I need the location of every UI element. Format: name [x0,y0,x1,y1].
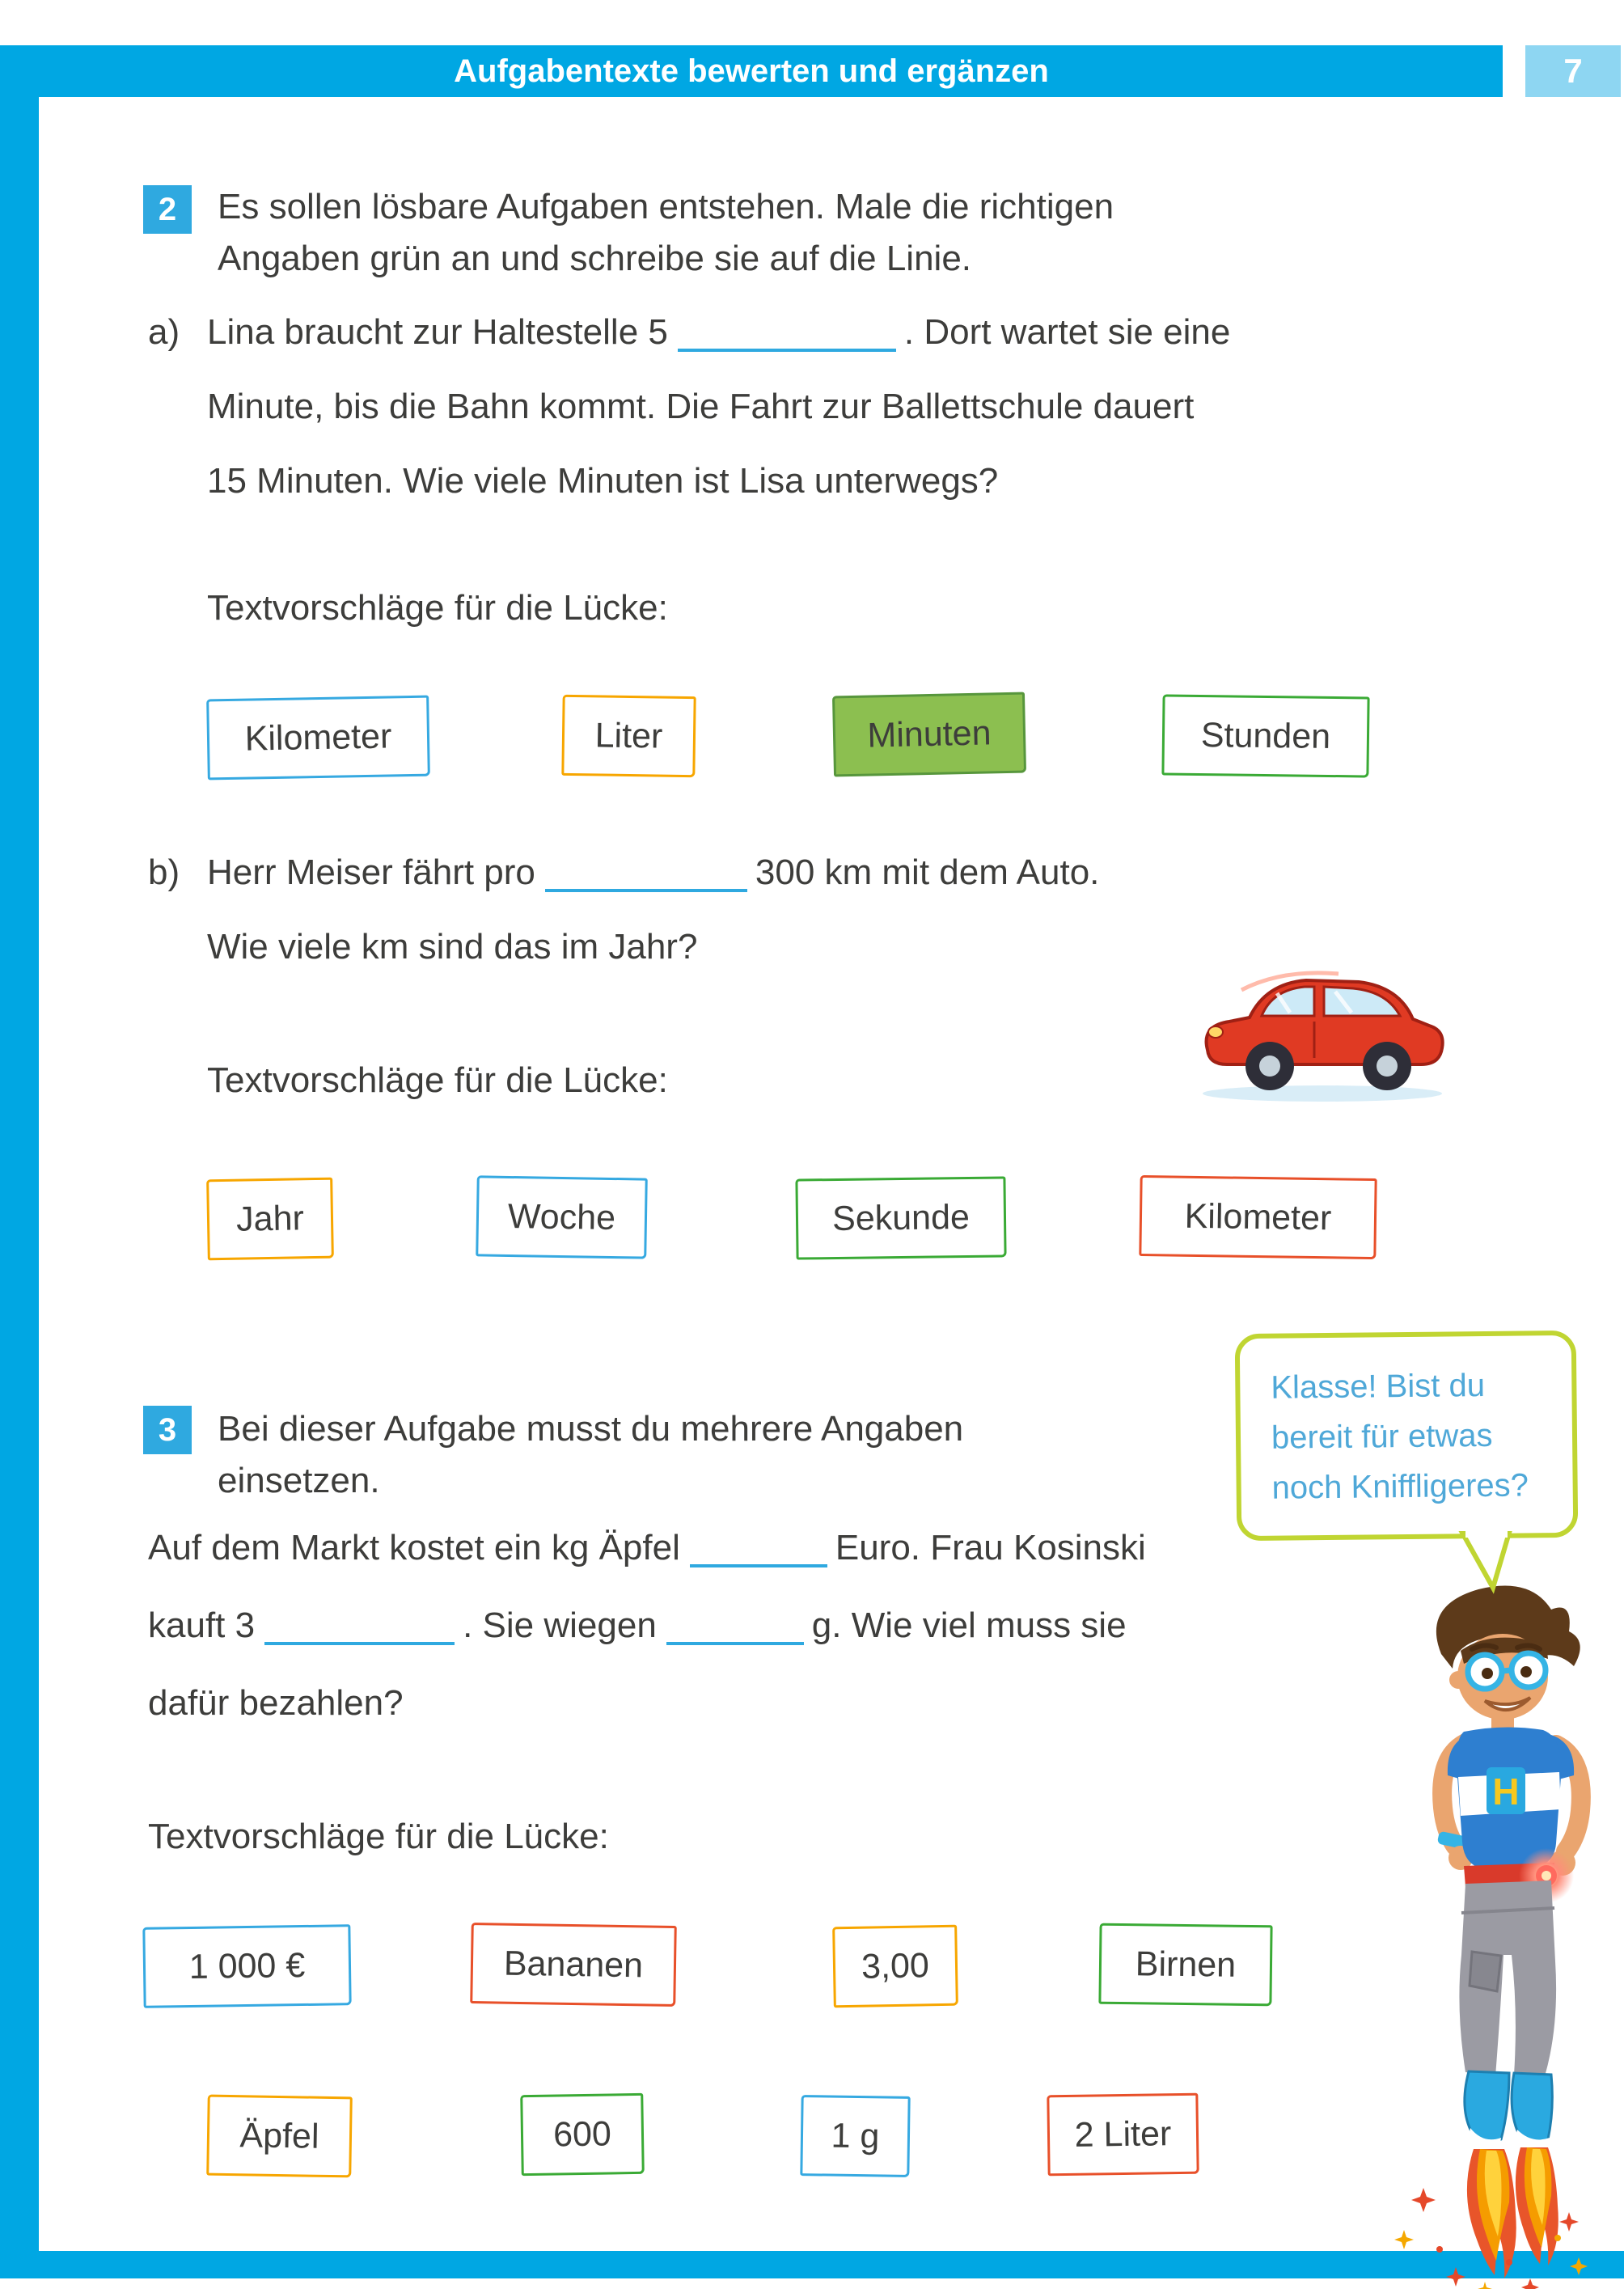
header-bar [0,45,1503,97]
option-liter[interactable] [561,695,696,777]
option-kilometer-b[interactable] [1139,1175,1377,1259]
flying-boy-icon [1326,1573,1614,2289]
answer-blank[interactable] [264,1637,455,1645]
text-segment: Lina braucht zur Haltestelle 5 [207,312,668,352]
option-3-00[interactable] [832,1925,958,2008]
task3-line2 [148,1587,1146,1665]
speech-bubble-line1: Klasse! Bist du [1271,1367,1486,1406]
option-label: Minuten [867,713,992,755]
text-segment: Herr Meiser fährt pro [207,852,535,892]
car-illustration [1193,945,1452,1106]
task3-body-text [148,1509,1146,1742]
task3-number-badge [143,1406,192,1454]
option-label: Äpfel [239,2115,319,2156]
boy-character-illustration [1326,1573,1614,2289]
text-segment: Auf dem Markt kostet ein kg Äpfel [148,1528,680,1567]
task3-number: 3 [158,1411,177,1448]
text-segment: g. Wie viel muss sie [811,1606,1127,1645]
option-label: Birnen [1135,1944,1237,1985]
answer-blank[interactable] [678,344,896,352]
red-car-icon [1193,945,1452,1106]
task2a-line1 [148,295,1230,370]
option-label: 2 Liter [1074,2113,1172,2155]
task2b-line1 [148,836,1099,910]
option-label: Woche [507,1196,616,1237]
text-segment: kauft 3 [148,1606,256,1645]
task3-instruction [218,1403,963,1507]
option-label: Liter [594,715,663,756]
task2-number-badge [143,185,192,234]
task3-line3: dafür bezahlen? [148,1683,404,1723]
task3-suggestions-label: Textvorschläge für die Lücke: [148,1817,609,1856]
task2a-label: a) [148,312,180,352]
option-label: 600 [552,2113,612,2155]
answer-blank[interactable] [690,1559,827,1567]
page-number: 7 [1563,52,1583,90]
option-label: 1 000 € [188,1945,306,1986]
answer-blank[interactable] [545,884,747,892]
speech-bubble [1235,1331,1579,1541]
page-number-tab [1525,45,1621,97]
answer-blank[interactable] [666,1637,804,1645]
task2-instruction [218,181,1114,285]
task2a-line3: 15 Minuten. Wie viele Minuten ist Lisa unterwegs? [207,461,999,501]
task2a-suggestions-label: Textvorschläge für die Lücke: [207,588,668,628]
option-jahr[interactable] [206,1178,334,1261]
task2-part-b-text [148,836,1099,984]
option-1000-euro[interactable] [142,1924,351,2008]
option-label: Sekunde [831,1197,971,1238]
text-segment: . Dort wartet sie eine [903,312,1231,352]
option-kilometer-a[interactable] [206,696,430,781]
option-label: 3,00 [861,1945,930,1986]
task2b-label: b) [148,852,180,892]
text-segment: Euro. Frau Kosinski [835,1528,1146,1567]
option-stunden[interactable] [1161,694,1369,777]
option-minuten-selected[interactable] [832,692,1026,777]
option-birnen[interactable] [1098,1923,1272,2007]
task3-instruction-line2: einsetzen. [218,1461,380,1500]
option-label: 1 g [831,2116,880,2156]
shirt-letter: H [1492,1771,1520,1813]
option-woche[interactable] [476,1175,648,1259]
left-accent-strip [0,45,39,2278]
option-label: Bananen [503,1944,644,1985]
page-title: Aufgabentexte bewerten und ergänzen [454,53,1049,89]
task2-part-a-text [148,295,1230,518]
option-1g[interactable] [800,2095,910,2177]
speech-bubble-line2: bereit für etwas [1271,1417,1493,1456]
option-aepfel[interactable] [206,2095,353,2178]
option-600[interactable] [520,2093,645,2176]
speech-bubble-tail [1456,1531,1520,1600]
option-bananen[interactable] [470,1923,677,2007]
option-label: Kilometer [1184,1196,1332,1237]
task2b-line2: Wie viele km sind das im Jahr? [207,927,698,967]
task2-number: 2 [158,191,177,227]
speech-bubble-line3: noch Kniffligeres? [1271,1467,1529,1506]
task2-instruction-line1: Es sollen lösbare Aufgaben entstehen. Male die richtigen [218,187,1114,226]
option-label: Stunden [1200,715,1331,756]
task3-instruction-line1: Bei dieser Aufgabe musst du mehrere Angaben [218,1409,964,1449]
option-label: Kilometer [244,716,392,759]
option-sekunde[interactable] [795,1176,1006,1259]
option-label: Jahr [235,1198,305,1239]
text-segment: 300 km mit dem Auto. [755,852,1100,892]
task2a-line2: Minute, bis die Bahn kommt. Die Fahrt zur Ballettschule dauert [207,387,1195,426]
task2-instruction-line2: Angaben grün an und schreibe sie auf die Linie. [218,239,972,278]
option-2-liter[interactable] [1047,2093,1199,2177]
text-segment: . Sie wiegen [463,1606,657,1645]
task2b-suggestions-label: Textvorschläge für die Lücke: [207,1060,668,1100]
task3-line1 [148,1509,1146,1587]
